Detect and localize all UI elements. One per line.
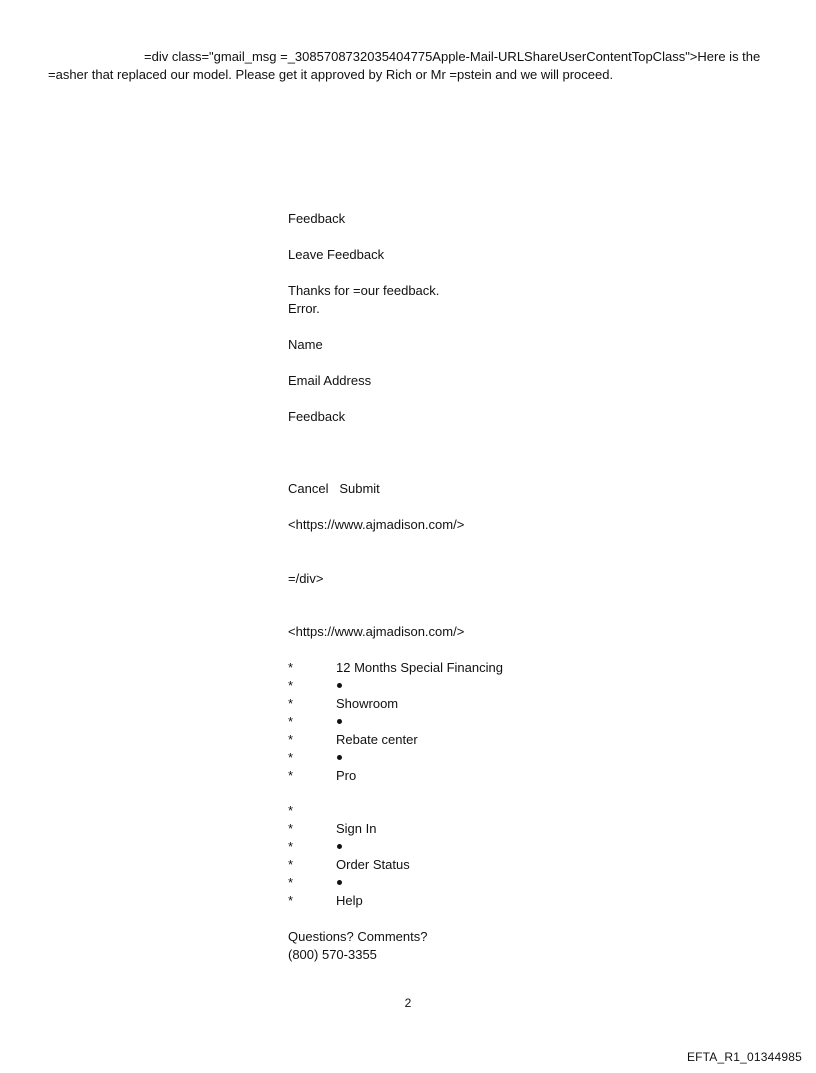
name-field-label: Name — [288, 337, 323, 352]
list-bullet: * — [288, 821, 294, 836]
nav-item-financing[interactable]: 12 Months Special Financing — [336, 660, 503, 675]
list-bullet: * — [288, 660, 294, 675]
nav-item-help[interactable]: Help — [336, 893, 363, 908]
cancel-button[interactable]: Cancel — [288, 481, 329, 496]
list-bullet: * — [288, 678, 294, 693]
nav-item-order-status[interactable]: Order Status — [336, 857, 410, 872]
list-bullet: * — [288, 839, 294, 854]
email-field-label: Email Address — [288, 373, 372, 388]
page-number: 2 — [404, 996, 412, 1010]
error-message: Error. — [288, 301, 320, 316]
bullet-dot-icon — [337, 755, 342, 760]
feedback-field-label: Feedback — [288, 409, 346, 424]
div-close-text: =/div> — [288, 571, 324, 586]
bullet-dot-icon — [337, 719, 342, 724]
list-bullet: * — [288, 768, 294, 783]
feedback-heading: Feedback — [288, 211, 346, 226]
site-link-bottom[interactable]: <https://www.ajmadison.com/> — [288, 624, 465, 639]
nav-item-rebate-center[interactable]: Rebate center — [336, 732, 418, 747]
nav-item-showroom[interactable]: Showroom — [336, 696, 399, 711]
site-link-top[interactable]: <https://www.ajmadison.com/> — [288, 517, 465, 532]
nav-item-sign-in[interactable]: Sign In — [336, 821, 377, 836]
thanks-message: Thanks for =our feedback. — [288, 283, 440, 298]
email-intro-paragraph: =div class="gmail_msg =_3085708732035404775Apple-Mail-URLShareUserContentTopClass">Here is the =asher that replaced our model. Please get it approved by Rich or Mr =pstein and we will proceed. — [48, 49, 761, 82]
bullet-dot-icon — [337, 683, 342, 688]
bullet-dot-icon — [337, 844, 342, 849]
form-actions — [288, 480, 380, 498]
contact-phone[interactable]: (800) 570-3355 — [288, 947, 377, 962]
list-bullet: * — [288, 696, 294, 711]
nav-item-pro[interactable]: Pro — [336, 768, 357, 783]
leave-feedback-link[interactable]: Leave Feedback — [288, 247, 385, 262]
list-bullet: * — [288, 750, 294, 765]
submit-button[interactable]: Submit — [339, 481, 380, 496]
list-bullet: * — [288, 732, 294, 747]
list-bullet: * — [288, 714, 294, 729]
list-bullet: * — [288, 875, 294, 890]
list-bullet: * — [288, 857, 294, 872]
list-bullet: * — [288, 893, 294, 908]
bullet-dot-icon — [337, 880, 342, 885]
bates-number: EFTA_R1_01344985 — [686, 1050, 802, 1064]
list-bullet: * — [288, 803, 294, 818]
contact-questions: Questions? Comments? — [288, 929, 428, 944]
